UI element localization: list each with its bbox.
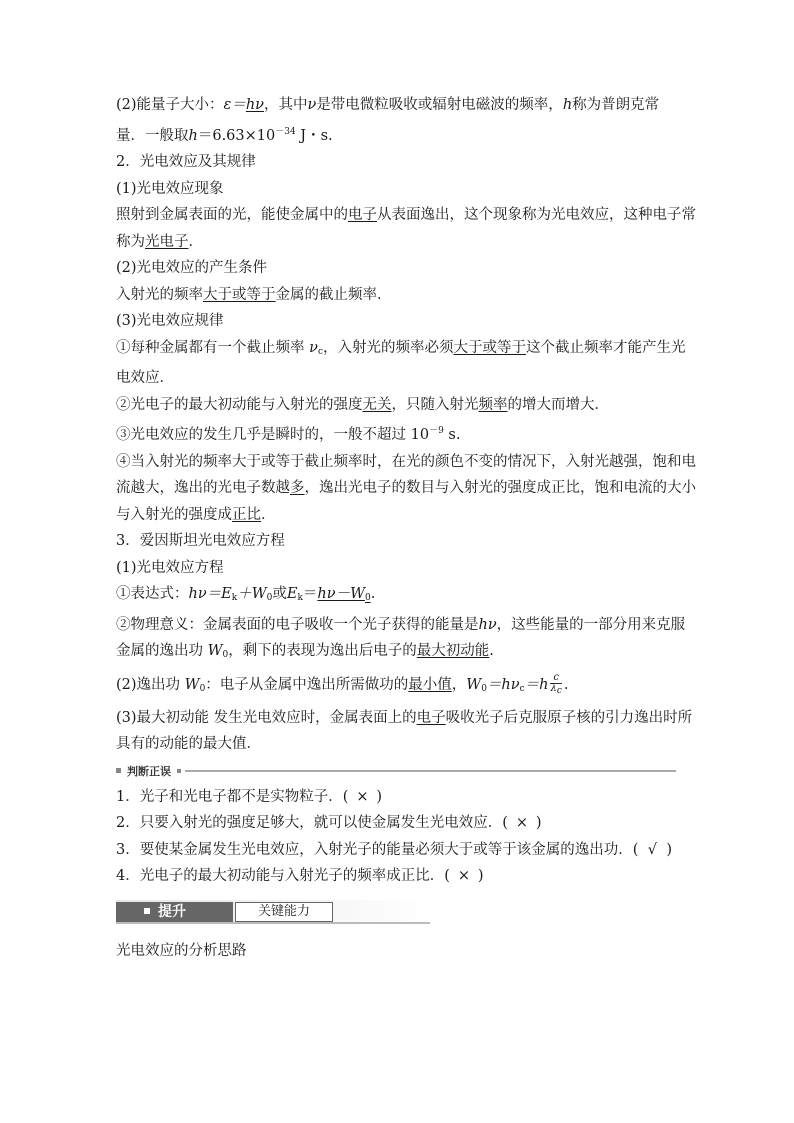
answer-blank: 大于或等于 [453,339,526,356]
text: 称为 [116,233,145,250]
max-ke-line-2: 具有的动能的最大值． [116,736,261,752]
text: ，剩下的表现为逸出后电子的 [228,643,417,659]
judge-section-header [116,764,676,778]
subsection-title: (1)光电效应现象 [116,180,224,197]
subsection-title: (3)光电效应规律 [116,313,224,329]
paragraph-line [116,229,676,256]
rule-4-line-1: ④当入射光的频率大于或等于截止频率时，在光的颜色不变的情况下，入射光越强，饱和电 [116,453,696,470]
text: 或 [272,586,287,602]
text: ②光电子的最大初动能与入射光的强度 [116,396,363,413]
answer-blank: 电子 [348,207,377,223]
text: 吸收光子后克服原子核的引力逸出时所 [445,709,693,726]
square-bullet-icon [116,768,121,773]
answer-blank: 电子 [416,709,446,726]
text: ②物理意义：金属表面的电子吸收一个光子获得的能量是 [116,616,479,633]
text: J・s. [295,127,333,144]
text: ③光电效应的发生几乎是瞬时的，一般不超过 10 [116,427,430,443]
text: ：电子从金属中逸出所需做功的 [205,676,409,693]
text: 入射光的频率 [116,286,203,303]
text: ，只随入射光 [391,396,479,413]
text: ． [261,506,276,523]
question-text: 2．只要入射光的强度足够大，就可以使金属发生光电效应．( [116,815,508,831]
work-function-line [116,669,676,705]
subscript: k [297,593,303,603]
subscript: c [519,683,525,694]
judge-label: 判断正误 [127,764,171,778]
formula: ＝h [524,676,549,693]
text: . [563,676,569,693]
question-text: 4．光电子的最大初动能与入射光子的频率成正比．( [116,868,450,884]
text: ，这些能量的一部分用来克服 [496,616,686,633]
answer-blank: 频率 [478,396,508,413]
answer-mark: × [457,868,470,884]
symbol: ν [307,97,317,113]
subscript: c [556,686,562,696]
text: (2)逸出功 [116,676,181,693]
judge-item [116,810,676,837]
formula-answer: hν [245,97,264,113]
text: ①每种金属都有一个截止频率 [116,339,305,356]
divider [185,770,676,772]
formula: ε＝ [223,97,246,113]
answer-blank: 大于或等于 [203,286,276,303]
rule-1-line-1 [116,335,686,366]
symbol: W [466,676,482,693]
paren: ) [376,788,383,805]
rule-1-line-2: 电效应． [116,370,174,386]
exponent: －9 [429,426,444,436]
text: 流越大，逸出的光电子数越 [116,480,290,496]
text: . [370,586,376,602]
answer-mark: × [356,788,369,805]
formula: hν＝E [188,586,232,602]
question-text: 1．光子和光电子都不是实物粒子．( [116,788,349,805]
answer-blank: 无关 [362,396,392,413]
formula: ＝hν [486,676,520,693]
text: 这个截止频率才能产生光 [525,339,686,356]
answer-blank: 多 [290,480,305,496]
text: 量．一般取 [116,127,189,144]
banner-right-tab: 关键能力 [235,902,333,922]
text: 与入射光的强度成 [116,506,232,523]
answer-blank: 最小值 [408,676,452,693]
meaning-line-2 [116,638,676,669]
text: 照射到金属表面的光，能使金属中的 [116,207,348,223]
paragraph-line [116,282,676,309]
section-3-title: 3．爱因斯坦光电效应方程 [116,533,285,549]
subscript: k [231,593,238,603]
banner-left-tab [116,902,233,922]
document-page [116,92,696,964]
paren: ) [666,841,673,858]
numerator: c [550,673,561,684]
paren: ) [535,815,542,831]
text: 的增大而增大． [507,396,609,413]
exponent: －34 [275,126,296,137]
text: ，其中 [263,97,308,113]
subscript: 0 [364,593,371,603]
formula: E [286,586,298,602]
fraction [550,673,561,696]
paragraph-line [116,202,696,229]
text: 金属的逸出功 [116,643,203,659]
subscript: 0 [199,683,206,694]
answer-blank: 最大初动能 [416,643,490,659]
formula: ＋W [237,586,267,602]
text: ，逸出光电子的数目与入射光的强度成正比，饱和电流的大小 [304,480,696,496]
text: ， [451,676,467,693]
rule-2 [116,392,676,419]
section-banner [116,900,430,922]
symbol: hν [478,616,497,633]
paren: ) [477,868,484,884]
section-2-title: 2．光电效应及其规律 [116,154,256,170]
judge-item [116,784,676,811]
text: ，入射光的频率必须 [322,339,454,356]
square-bullet-icon [144,908,150,914]
judge-item [116,863,676,890]
answer-blank: 光电子 [145,233,189,250]
question-text: 3．要使某金属发生光电效应，入射光子的能量必须大于或等于该金属的逸出功．( [116,841,639,858]
denominator [550,684,561,696]
answer-blank: 正比 [232,506,261,523]
text: 从表面逸出，这个现象称为光电效应，这种电子常 [377,207,696,223]
subscript: 0 [481,683,487,694]
symbol: W [207,643,223,659]
text: ． [188,233,203,250]
energy-quantum-line-2 [116,119,676,150]
answer-mark: × [515,815,528,831]
text: 称为普朗克常 [572,97,660,113]
subscript: 0 [266,593,273,603]
banner-underline [116,922,430,924]
symbol: W [184,676,200,693]
meaning-line-1 [116,612,686,639]
text: (3)最大初动能 发生光电效应时，金属表面上的 [116,709,417,726]
rule-4-line-3 [116,502,676,529]
text: ＝6.63×10 [197,127,276,144]
text: 金属的截止频率． [275,286,392,303]
symbol: h [562,97,573,113]
text: . [489,643,494,659]
text: ＝ [302,586,318,602]
lambda: λ [550,683,557,694]
square-bullet-icon [177,769,181,773]
rule-3 [116,418,676,449]
formula-answer: hν－W [317,586,365,602]
closing-heading: 光电效应的分析思路 [116,942,247,959]
subscript: c [317,346,323,357]
subsection-title: (1)光电效应方程 [116,559,224,576]
energy-quantum-line-1 [116,92,676,119]
banner-left-label: 提升 [158,903,186,920]
subsection-title: (2)光电效应的产生条件 [116,260,268,276]
judge-item [116,837,676,864]
subscript: 0 [222,650,229,660]
text: s. [443,427,461,443]
text: (2)能量子大小： [116,97,224,113]
expression-line [116,581,676,612]
symbol: ν [309,339,318,356]
max-ke-line-1 [116,705,693,732]
symbol: h [188,127,198,144]
text: ①表达式： [116,586,189,602]
text: 是带电微粒吸收或辐射电磁波的频率， [316,97,563,113]
answer-mark: √ [647,841,658,858]
rule-4-line-2 [116,475,696,502]
